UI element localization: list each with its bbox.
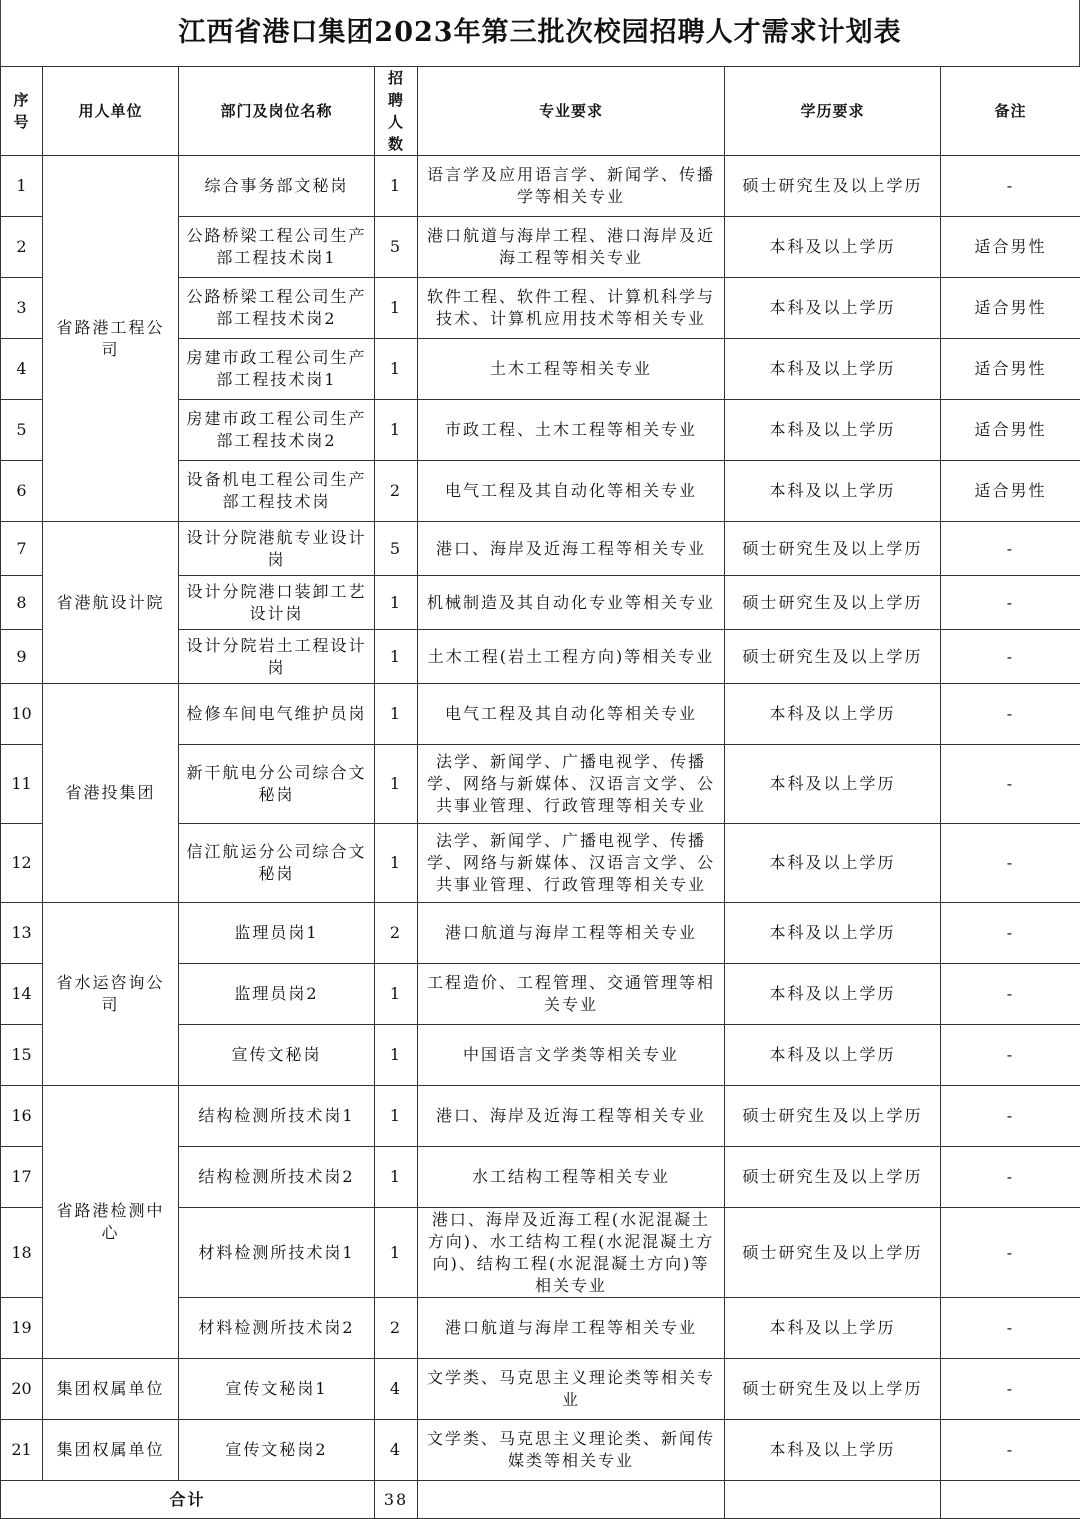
- table-row: [1, 1420, 1080, 1481]
- row-position: 检修车间电气维护员岗: [179, 684, 375, 745]
- row-education: 本科及以上学历: [725, 217, 941, 278]
- unit-cell: 省路港检测中心: [43, 1086, 179, 1359]
- row-position: 设计分院岩土工程设计岗: [179, 630, 375, 684]
- row-major: 中国语言文学类等相关专业: [418, 1025, 725, 1086]
- row-remark: 适合男性: [941, 461, 1080, 522]
- row-count: 1: [375, 964, 418, 1025]
- row-count: 1: [375, 630, 418, 684]
- row-seq: 19: [1, 1298, 43, 1359]
- row-remark: -: [941, 1025, 1080, 1086]
- row-count: 1: [375, 1025, 418, 1086]
- row-remark: -: [941, 630, 1080, 684]
- row-education: 硕士研究生及以上学历: [725, 576, 941, 630]
- row-position: 设备机电工程公司生产部工程技术岗: [179, 461, 375, 522]
- row-count: 1: [375, 339, 418, 400]
- row-seq: 12: [1, 824, 43, 903]
- row-major: 文学类、马克思主义理论类等相关专业: [418, 1359, 725, 1420]
- row-count: 2: [375, 903, 418, 964]
- row-seq: 8: [1, 576, 43, 630]
- row-education: 硕士研究生及以上学历: [725, 1086, 941, 1147]
- row-major: 文学类、马克思主义理论类、新闻传媒类等相关专业: [418, 1420, 725, 1481]
- row-remark: -: [941, 1359, 1080, 1420]
- row-education: 本科及以上学历: [725, 278, 941, 339]
- row-education: 硕士研究生及以上学历: [725, 156, 941, 217]
- row-position: 综合事务部文秘岗: [179, 156, 375, 217]
- row-count: 5: [375, 217, 418, 278]
- row-seq: 4: [1, 339, 43, 400]
- header-count: 招聘人数: [375, 67, 418, 156]
- row-position: 监理员岗2: [179, 964, 375, 1025]
- row-seq: 18: [1, 1208, 43, 1298]
- row-position: 设计分院港航专业设计岗: [179, 522, 375, 576]
- row-seq: 16: [1, 1086, 43, 1147]
- table-row: [1, 903, 1080, 964]
- table-row: [1, 522, 1080, 576]
- row-education: 本科及以上学历: [725, 1025, 941, 1086]
- table-row: [1, 1359, 1080, 1420]
- header-education: 学历要求: [725, 67, 941, 156]
- row-education: 硕士研究生及以上学历: [725, 1359, 941, 1420]
- row-major: 语言学及应用语言学、新闻学、传播学等相关专业: [418, 156, 725, 217]
- row-seq: 3: [1, 278, 43, 339]
- total-education-empty: [725, 1481, 941, 1519]
- row-remark: -: [941, 1208, 1080, 1298]
- row-count: 1: [375, 745, 418, 824]
- row-count: 1: [375, 1208, 418, 1298]
- header-position: 部门及岗位名称: [179, 67, 375, 156]
- row-position: 监理员岗1: [179, 903, 375, 964]
- row-count: 1: [375, 156, 418, 217]
- row-major: 港口航道与海岸工程等相关专业: [418, 903, 725, 964]
- row-education: 本科及以上学历: [725, 903, 941, 964]
- total-major-empty: [418, 1481, 725, 1519]
- row-seq: 20: [1, 1359, 43, 1420]
- row-seq: 21: [1, 1420, 43, 1481]
- row-major: 电气工程及其自动化等相关专业: [418, 461, 725, 522]
- row-major: 电气工程及其自动化等相关专业: [418, 684, 725, 745]
- row-position: 结构检测所技术岗2: [179, 1147, 375, 1208]
- row-count: 2: [375, 461, 418, 522]
- table-row: [1, 156, 1080, 217]
- row-remark: -: [941, 1086, 1080, 1147]
- row-seq: 2: [1, 217, 43, 278]
- total-count: 38: [375, 1481, 418, 1519]
- row-count: 4: [375, 1420, 418, 1481]
- row-seq: 11: [1, 745, 43, 824]
- header-seq: 序号: [1, 67, 43, 156]
- row-position: 宣传文秘岗2: [179, 1420, 375, 1481]
- row-count: 1: [375, 576, 418, 630]
- unit-cell: 集团权属单位: [43, 1420, 179, 1481]
- row-major: 法学、新闻学、广播电视学、传播学、网络与新媒体、汉语言文学、公共事业管理、行政管理等相关专业: [418, 824, 725, 903]
- row-major: 港口航道与海岸工程、港口海岸及近海工程等相关专业: [418, 217, 725, 278]
- total-remark-empty: [941, 1481, 1080, 1519]
- total-label: 合计: [1, 1481, 375, 1519]
- row-position: 宣传文秘岗1: [179, 1359, 375, 1420]
- row-major: 土木工程(岩土工程方向)等相关专业: [418, 630, 725, 684]
- row-major: 港口、海岸及近海工程(水泥混凝土方向)、水工结构工程(水泥混凝土方向)、结构工程(水泥混凝土方向)等相关专业: [418, 1208, 725, 1298]
- row-remark: -: [941, 1420, 1080, 1481]
- row-position: 设计分院港口装卸工艺设计岗: [179, 576, 375, 630]
- row-remark: -: [941, 745, 1080, 824]
- row-education: 本科及以上学历: [725, 1298, 941, 1359]
- unit-cell: 集团权属单位: [43, 1359, 179, 1420]
- row-seq: 17: [1, 1147, 43, 1208]
- row-remark: -: [941, 684, 1080, 745]
- table-row: [1, 684, 1080, 745]
- row-count: 1: [375, 684, 418, 745]
- unit-cell: 省路港工程公司: [43, 156, 179, 522]
- row-education: 本科及以上学历: [725, 824, 941, 903]
- row-remark: -: [941, 576, 1080, 630]
- row-education: 硕士研究生及以上学历: [725, 1147, 941, 1208]
- row-education: 本科及以上学历: [725, 339, 941, 400]
- row-seq: 5: [1, 400, 43, 461]
- row-major: 水工结构工程等相关专业: [418, 1147, 725, 1208]
- row-count: 1: [375, 278, 418, 339]
- row-count: 1: [375, 824, 418, 903]
- header-row: [1, 67, 1080, 156]
- row-major: 软件工程、软件工程、计算机科学与技术、计算机应用技术等相关专业: [418, 278, 725, 339]
- row-count: 1: [375, 1086, 418, 1147]
- row-seq: 15: [1, 1025, 43, 1086]
- row-remark: -: [941, 156, 1080, 217]
- row-education: 硕士研究生及以上学历: [725, 630, 941, 684]
- row-remark: 适合男性: [941, 278, 1080, 339]
- row-major: 工程造价、工程管理、交通管理等相关专业: [418, 964, 725, 1025]
- row-remark: -: [941, 1147, 1080, 1208]
- row-position: 结构检测所技术岗1: [179, 1086, 375, 1147]
- row-education: 本科及以上学历: [725, 684, 941, 745]
- row-major: 机械制造及其自动化专业等相关专业: [418, 576, 725, 630]
- total-row: [1, 1481, 1080, 1519]
- row-seq: 10: [1, 684, 43, 745]
- row-education: 本科及以上学历: [725, 400, 941, 461]
- row-major: 土木工程等相关专业: [418, 339, 725, 400]
- table-row: [1, 1086, 1080, 1147]
- row-seq: 7: [1, 522, 43, 576]
- row-position: 公路桥梁工程公司生产部工程技术岗1: [179, 217, 375, 278]
- header-major: 专业要求: [418, 67, 725, 156]
- recruitment-table: [0, 66, 1080, 1519]
- row-seq: 14: [1, 964, 43, 1025]
- row-education: 本科及以上学历: [725, 745, 941, 824]
- row-count: 4: [375, 1359, 418, 1420]
- row-education: 本科及以上学历: [725, 1420, 941, 1481]
- row-education: 硕士研究生及以上学历: [725, 522, 941, 576]
- row-position: 新干航电分公司综合文秘岗: [179, 745, 375, 824]
- row-remark: -: [941, 964, 1080, 1025]
- row-major: 港口、海岸及近海工程等相关专业: [418, 1086, 725, 1147]
- row-remark: -: [941, 522, 1080, 576]
- row-seq: 1: [1, 156, 43, 217]
- row-count: 1: [375, 1147, 418, 1208]
- row-count: 1: [375, 400, 418, 461]
- row-count: 2: [375, 1298, 418, 1359]
- unit-cell: 省港航设计院: [43, 522, 179, 684]
- row-seq: 9: [1, 630, 43, 684]
- row-remark: 适合男性: [941, 400, 1080, 461]
- row-remark: -: [941, 1298, 1080, 1359]
- row-major: 法学、新闻学、广播电视学、传播学、网络与新媒体、汉语言文学、公共事业管理、行政管理等相关专业: [418, 745, 725, 824]
- row-education: 本科及以上学历: [725, 964, 941, 1025]
- row-seq: 13: [1, 903, 43, 964]
- row-remark: 适合男性: [941, 339, 1080, 400]
- row-position: 房建市政工程公司生产部工程技术岗2: [179, 400, 375, 461]
- row-education: 硕士研究生及以上学历: [725, 1208, 941, 1298]
- row-position: 信江航运分公司综合文秘岗: [179, 824, 375, 903]
- row-major: 港口航道与海岸工程等相关专业: [418, 1298, 725, 1359]
- unit-cell: 省港投集团: [43, 684, 179, 903]
- row-position: 材料检测所技术岗2: [179, 1298, 375, 1359]
- header-remark: 备注: [941, 67, 1080, 156]
- row-education: 本科及以上学历: [725, 461, 941, 522]
- row-position: 房建市政工程公司生产部工程技术岗1: [179, 339, 375, 400]
- row-position: 公路桥梁工程公司生产部工程技术岗2: [179, 278, 375, 339]
- header-unit: 用人单位: [43, 67, 179, 156]
- row-seq: 6: [1, 461, 43, 522]
- row-count: 5: [375, 522, 418, 576]
- unit-cell: 省水运咨询公司: [43, 903, 179, 1086]
- row-remark: 适合男性: [941, 217, 1080, 278]
- row-position: 材料检测所技术岗1: [179, 1208, 375, 1298]
- document-title: 江西省港口集团2023年第三批次校园招聘人才需求计划表: [0, 0, 1080, 66]
- row-remark: -: [941, 824, 1080, 903]
- row-remark: -: [941, 903, 1080, 964]
- row-major: 市政工程、土木工程等相关专业: [418, 400, 725, 461]
- row-position: 宣传文秘岗: [179, 1025, 375, 1086]
- row-major: 港口、海岸及近海工程等相关专业: [418, 522, 725, 576]
